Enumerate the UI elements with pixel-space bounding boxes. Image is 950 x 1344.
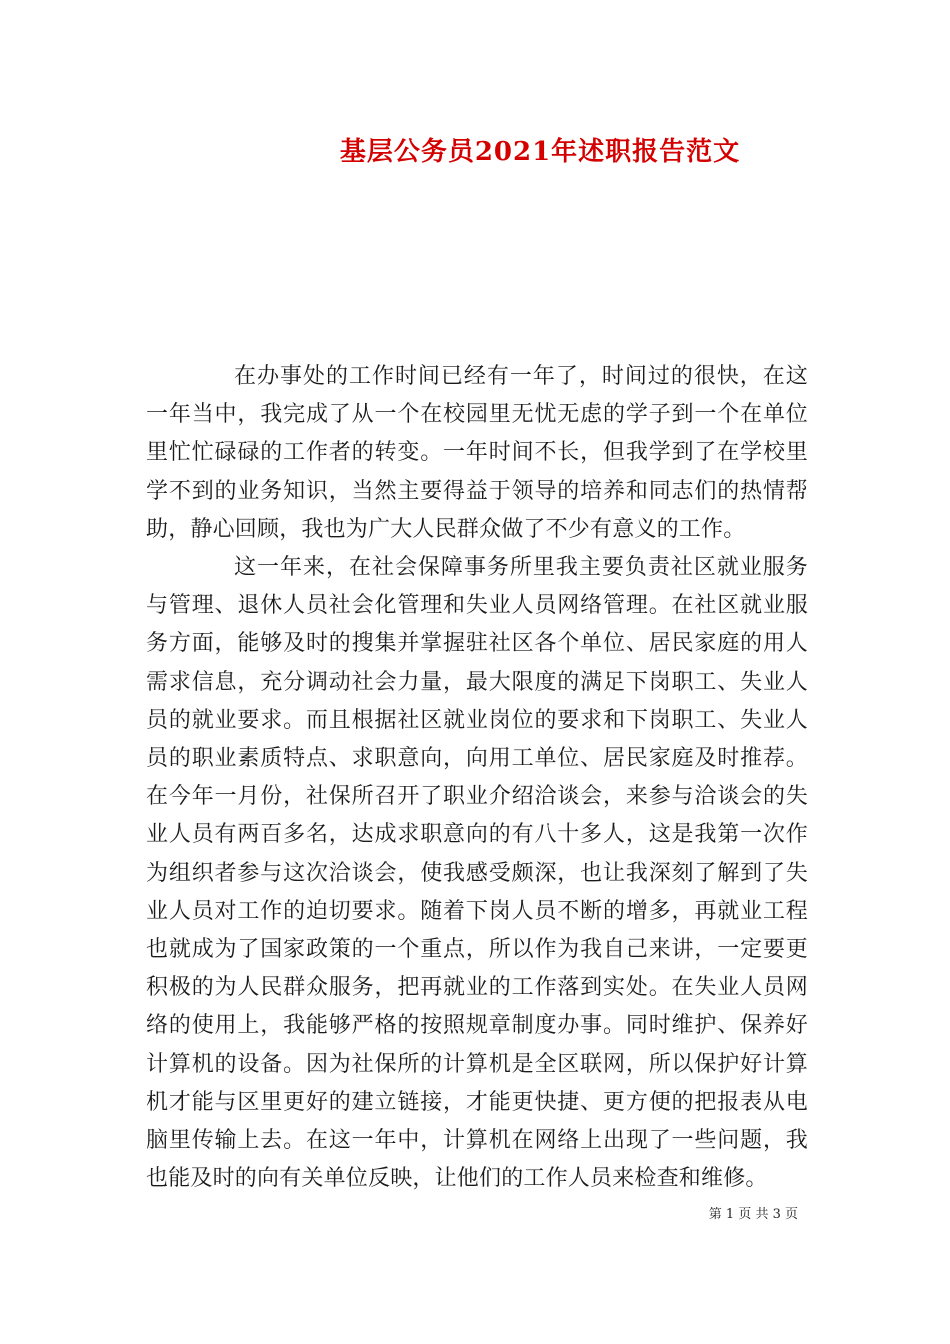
paragraph-2: 这一年来，在社会保障事务所里我主要负责社区就业服务与管理、退休人员社会化管理和失业人员网络管理。在社区就业服务方面，能够及时的搜集并掌握驻社区各个单位、居民家庭的用人需求信息，充分调动社会力量，最大限度的满足下岗职工、失业人员的就业要求。而且根据社区就业岗位的要求和下岗职工、失业人员的职业素质特点、求职意向，向用工单位、居民家庭及时推荐。在今年一月份，社保所召开了职业介绍洽谈会，来参与洽谈会的失业人员有两百多名，达成求职意向的有八十多人，这是我第一次作为组织者参与这次洽谈会，使我感受颇深，也让我深刻了解到了失业人员对工作的迫切要求。随着下岗人员不断的增多，再就业工程也就成为了国家政策的一个重点，所以作为我自己来讲，一定要更积极的为人民群众服务，把再就业的工作落到实处。在失业人员网络的使用上，我能够严格的按照规章制度办事。同时维护、保养好计算机的设备。因为社保所的计算机是全区联网，所以保护好计算机才能与区里更好的建立链接，才能更快捷、更方便的把报表从电脑里传输上去。在这一年中，计算机在网络上出现了一些问题，我也能及时的向有关单位反映，让他们的工作人员来检查和维修。 [146, 555, 808, 1192]
page-number: 第 1 页 共 3 页 [708, 1207, 798, 1222]
page-title: 基层公务员2021年述职报告范文 [339, 137, 741, 167]
paragraph-1: 在办事处的工作时间已经有一年了，时间过的很快，在这一年当中，我完成了从一个在校园里无忧无虑的学子到一个在单位里忙忙碌碌的工作者的转变。一年时间不长，但我学到了在学校里学不到的业务知识，当然主要得益于领导的培养和同志们的热情帮助，静心回顾，我也为广大人民群众做了不少有意义的工作。 [146, 364, 808, 542]
document-body [146, 358, 808, 1198]
